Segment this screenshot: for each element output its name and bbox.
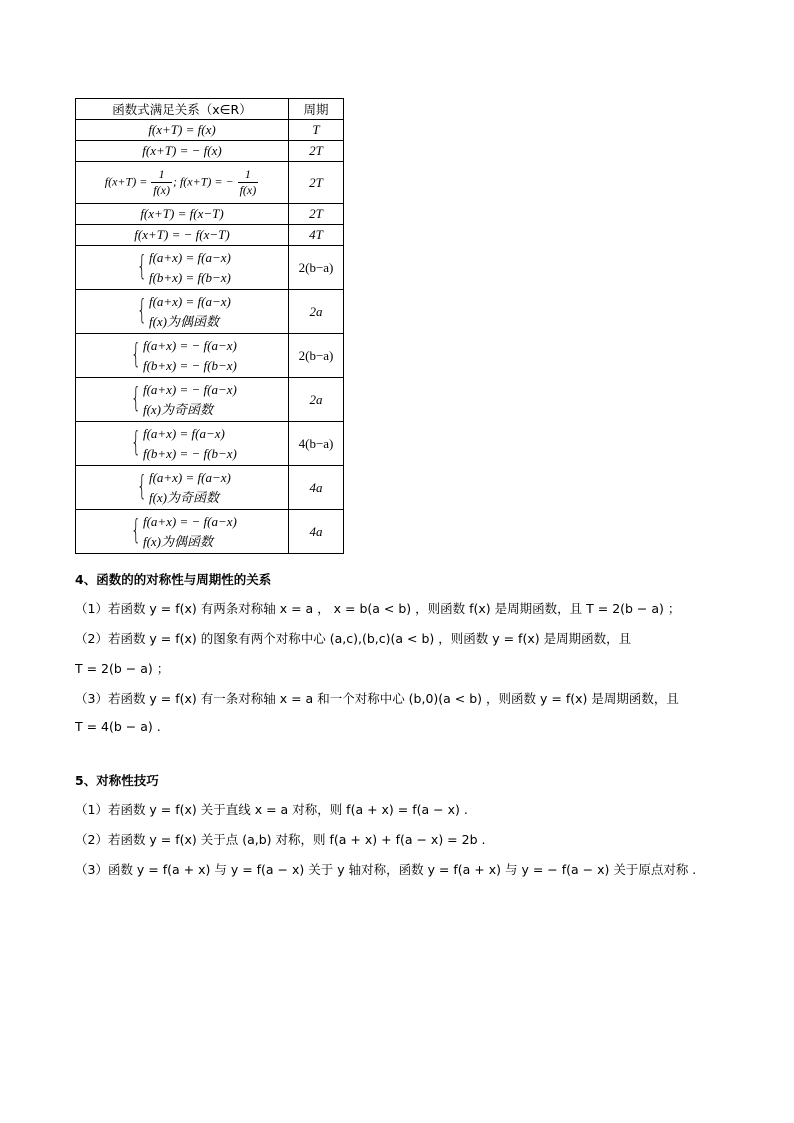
fraction-denominator: f(x): [153, 183, 170, 197]
system-line-1: f(a+x) = f(a−x): [148, 249, 231, 265]
table-row: [76, 120, 344, 141]
left-brace: {: [131, 336, 141, 370]
table-row: [76, 466, 344, 510]
table-row: [76, 510, 344, 554]
left-brace: {: [137, 292, 147, 326]
brace-system: [133, 292, 231, 332]
relation-cell: [76, 422, 289, 466]
section-4-item-2-cont: T = 2(b − a) ；: [75, 661, 170, 676]
left-brace: {: [131, 512, 141, 546]
fraction: [151, 167, 172, 198]
period-cell: 2(b−a): [289, 246, 344, 290]
table-row: [76, 334, 344, 378]
system-line-1: f(a+x) = f(a−x): [148, 469, 231, 485]
fraction-numerator: 1: [238, 167, 259, 183]
period-cell: 4(b−a): [289, 422, 344, 466]
period-cell: 2a: [289, 290, 344, 334]
brace-system: [127, 512, 237, 552]
relation-cell: [76, 290, 289, 334]
system-line-2: f(b+x) = − f(b−x): [142, 357, 237, 373]
section-5-item-3: （3）函数 y = f(a + x) 与 y = f(a − x) 关于 y 轴对称，函数 y = f(a + x) 与 y = − f(a − x) 关于原点对称 .: [75, 862, 697, 877]
system-line-1: f(a+x) = − f(a−x): [142, 381, 237, 397]
brace-system: [127, 336, 237, 376]
section-4-item-1: （1）若函数 y = f(x) 有两条对称轴 x = a ， x = b(a < b) ，则函数 f(x) 是周期函数，且 T = 2(b − a) ；: [75, 601, 681, 616]
period-cell: T: [289, 120, 344, 141]
system-line-2: f(x)为偶函数: [142, 533, 213, 549]
table-header-row: [76, 99, 344, 120]
period-cell: 4T: [289, 225, 344, 246]
brace-system: [127, 424, 237, 464]
relation-part-a: f(x+T) =: [104, 174, 148, 189]
period-cell: 2a: [289, 378, 344, 422]
system-line-1: f(a+x) = f(a−x): [148, 293, 231, 309]
table-row: [76, 204, 344, 225]
section-4-heading: 4、函数的的对称性与周期性的关系: [75, 572, 272, 587]
fraction: [238, 167, 259, 198]
relation-cell: f(x+T) = − f(x−T): [76, 225, 289, 246]
period-cell: 2T: [289, 204, 344, 225]
relation-cell: f(x+T) = f(x): [76, 120, 289, 141]
system-line-2: f(x)为奇函数: [148, 489, 219, 505]
period-cell: 4a: [289, 466, 344, 510]
section-5-item-2: （2）若函数 y = f(x) 关于点 (a,b) 对称，则 f(a + x) + f(a − x) = 2b .: [75, 832, 486, 847]
table-row: [76, 246, 344, 290]
table-row: [76, 141, 344, 162]
table-row: [76, 290, 344, 334]
header-relation: 函数式满足关系（x∈R）: [76, 99, 289, 120]
relation-cell: f(x+T) = f(x−T): [76, 204, 289, 225]
system-line-1: f(a+x) = − f(a−x): [142, 513, 237, 529]
table-row: [76, 422, 344, 466]
system-line-2: f(x)为奇函数: [142, 401, 213, 417]
relation-cell: [76, 162, 289, 204]
relation-cell: [76, 246, 289, 290]
relation-part-b: ; f(x+T) = −: [172, 174, 234, 189]
relation-cell: [76, 334, 289, 378]
section-4-item-2: （2）若函数 y = f(x) 的图象有两个对称中心 (a,c),(b,c)(a < b) ，则函数 y = f(x) 是周期函数，且: [75, 631, 632, 646]
fraction-denominator: f(x): [239, 183, 257, 197]
period-cell: 2T: [289, 141, 344, 162]
fraction-numerator: 1: [151, 167, 172, 183]
system-line-1: f(a+x) = f(a−x): [142, 425, 225, 441]
header-period: 周期: [289, 99, 344, 120]
table-row: [76, 378, 344, 422]
left-brace: {: [137, 468, 147, 502]
period-table: [75, 98, 344, 554]
table-row: [76, 225, 344, 246]
section-4-item-3: （3）若函数 y = f(x) 有一条对称轴 x = a 和一个对称中心 (b,0)(a < b) ，则函数 y = f(x) 是周期函数，且: [75, 691, 679, 706]
period-cell: 2(b−a): [289, 334, 344, 378]
left-brace: {: [131, 424, 141, 458]
relation-cell: f(x+T) = − f(x): [76, 141, 289, 162]
system-line-2: f(x)为偶函数: [148, 313, 219, 329]
system-line-2: f(b+x) = − f(b−x): [142, 445, 237, 461]
left-brace: {: [131, 380, 141, 414]
relation-cell: [76, 466, 289, 510]
period-cell: 2T: [289, 162, 344, 204]
system-line-2: f(b+x) = f(b−x): [148, 269, 231, 285]
relation-cell: [76, 378, 289, 422]
relation-cell: [76, 510, 289, 554]
left-brace: {: [137, 248, 147, 282]
section-4-item-3-cont: T = 4(b − a) .: [75, 719, 161, 734]
table-row: [76, 162, 344, 204]
section-5-item-1: （1）若函数 y = f(x) 关于直线 x = a 对称，则 f(a + x) = f(a − x) .: [75, 802, 468, 817]
brace-system: [127, 380, 237, 420]
system-line-1: f(a+x) = − f(a−x): [142, 337, 237, 353]
brace-system: [133, 248, 231, 288]
period-cell: 4a: [289, 510, 344, 554]
section-5-heading: 5、对称性技巧: [75, 773, 159, 788]
brace-system: [133, 468, 231, 508]
